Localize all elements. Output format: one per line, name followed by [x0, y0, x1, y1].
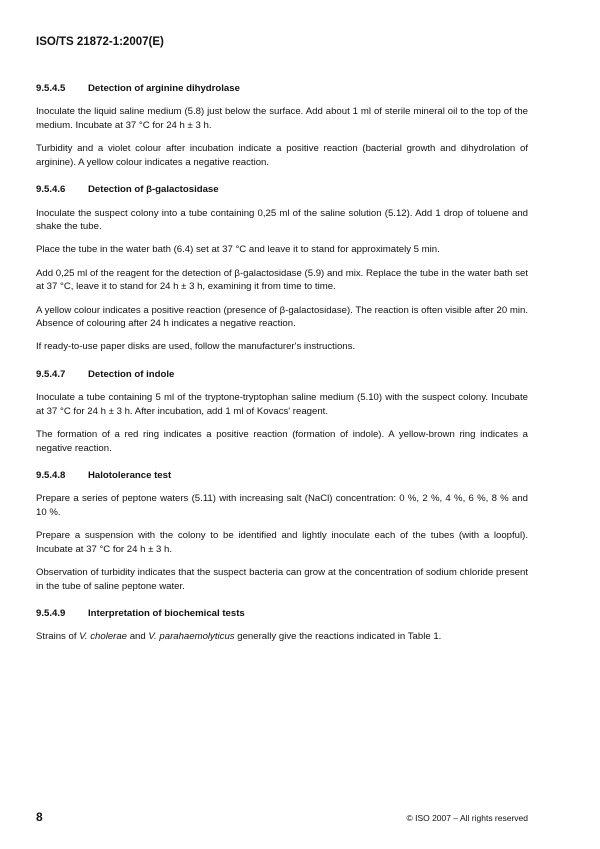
section-heading: [36, 368, 528, 381]
species-name: V. cholerae: [79, 631, 128, 643]
section-beta-galactosidase: [36, 183, 528, 354]
section-heading: [36, 469, 528, 482]
paragraph: Observation of turbidity indicates that the suspect bacteria can grow at the concentration of sodium chloride present in the tube of saline peptone water.: [36, 567, 528, 592]
paragraph: Turbidity and a violet colour after incubation indicate a positive reaction (bacterial growth and dihydrolation of arginine). A yellow colour indicates a negative reaction.: [36, 143, 528, 168]
text-run: and: [127, 631, 149, 643]
section-title: Detection of β-galactosidase: [88, 184, 219, 196]
paragraph: Inoculate the suspect colony into a tube containing 0,25 ml of the saline solution (5.12). Add 1 drop of toluene and shake the tube.: [36, 207, 528, 232]
paragraph: Prepare a series of peptone waters (5.11) with increasing salt (NaCl) concentration: 0 %, 2 %, 4 %, 6 %, 8 % and 10 %.: [36, 493, 528, 518]
section-halotolerance: [36, 469, 528, 593]
paragraph: [36, 630, 528, 643]
species-name: V. parahaemolyticus: [148, 631, 235, 643]
section-title: Detection of arginine dihydrolase: [88, 83, 240, 94]
section-title: Halotolerance test: [88, 470, 172, 482]
paragraph: A yellow colour indicates a positive reaction (presence of β-galactosidase). The reaction is often visible after 20 min. Absence of colouring after 24 h indicates a negative reaction.: [36, 304, 528, 330]
copyright-notice: © ISO 2007 – All rights reserved: [406, 813, 528, 823]
section-interpretation: [36, 607, 528, 644]
paragraph: Inoculate a tube containing 5 ml of the tryptone-tryptophan saline medium (5.10) with the suspect colony. Incubate at 37 °C for 24 h ± 3 h. After incubation, add 1 ml of Kovacs' reagent.: [36, 392, 528, 417]
section-number: 9.5.4.8: [36, 470, 66, 482]
text-run: generally give the reactions indicated in Table 1.: [234, 631, 442, 643]
section-number: 9.5.4.9: [36, 607, 66, 619]
section-title: Detection of indole: [88, 368, 175, 380]
paragraph: Inoculate the liquid saline medium (5.8) just below the surface. Add about 1 ml of sterile mineral oil to the top of the medium. Incubate at 37 °C for 24 h ± 3 h.: [36, 106, 528, 131]
document-body: [36, 82, 528, 658]
section-indole: [36, 368, 528, 455]
page-number: 8: [36, 810, 43, 824]
section-number: 9.5.4.5: [36, 83, 66, 94]
section-heading: [36, 183, 528, 196]
paragraph: If ready-to-use paper disks are used, follow the manufacturer's instructions.: [36, 341, 356, 353]
section-number: 9.5.4.7: [36, 368, 66, 380]
section-heading: [36, 82, 528, 95]
section-title: Interpretation of biochemical tests: [88, 607, 245, 619]
paragraph: Prepare a suspension with the colony to be identified and lightly inoculate each of the tubes (with a loopful). Incubate at 37 °C for 24 h ± 3 h.: [36, 530, 528, 555]
paragraph: The formation of a red ring indicates a positive reaction (formation of indole). A yellow-brown ring indicates a negative reaction.: [36, 429, 528, 454]
paragraph: Add 0,25 ml of the reagent for the detection of β-galactosidase (5.9) and mix. Replace the tube in the water bath set at 37 °C, leave it to stand for 24 h ± 3 h, examining it from time to time.: [36, 267, 528, 293]
section-number: 9.5.4.6: [36, 184, 66, 196]
paragraph: Place the tube in the water bath (6.4) set at 37 °C and leave it to stand for approximately 5 min.: [36, 244, 440, 256]
section-arginine-dihydrolase: [36, 82, 528, 169]
section-heading: [36, 607, 528, 620]
document-id-header: ISO/TS 21872-1:2007(E): [36, 36, 164, 48]
text-run: Strains of: [36, 631, 80, 643]
